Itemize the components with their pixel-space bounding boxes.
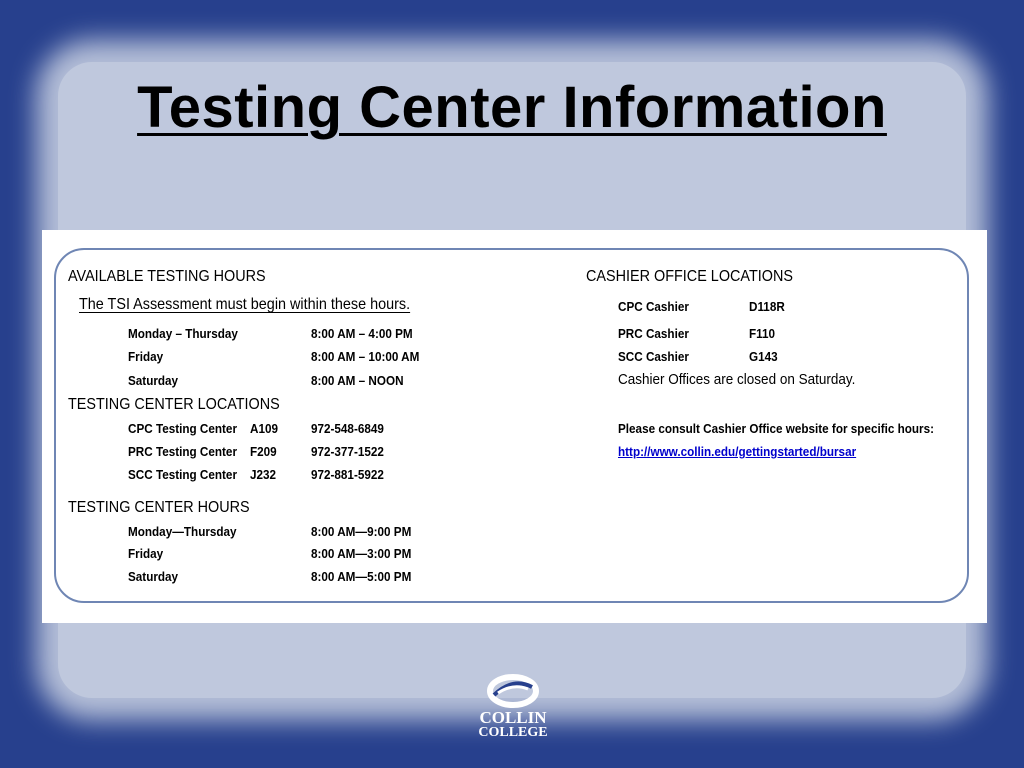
collin-college-logo [470, 673, 556, 743]
logo-line1: COLLIN [479, 708, 547, 727]
location-room: A109 [250, 421, 278, 436]
location-room: F209 [250, 444, 277, 459]
center-hours-day: Saturday [128, 569, 179, 584]
center-hours-time: 8:00 AM—9:00 PM [311, 524, 412, 539]
location-name: SCC Testing Center [128, 467, 237, 482]
tsi-note: The TSI Assessment must begin within these hours. [79, 296, 411, 313]
cashier-room: G143 [749, 349, 778, 364]
bursar-link[interactable]: http://www.collin.edu/gettingstarted/bursar [618, 444, 857, 459]
testing-hours-time: 8:00 AM – 4:00 PM [311, 326, 413, 341]
logo-line2: COLLEGE [478, 725, 548, 740]
cashier-name: PRC Cashier [618, 326, 689, 341]
slide-title: Testing Center Information [137, 75, 887, 140]
location-phone: 972-881-5922 [311, 467, 384, 482]
center-hours-time: 8:00 AM—5:00 PM [311, 569, 412, 584]
center-hours-day: Friday [128, 546, 164, 561]
testing-hours-day: Saturday [128, 373, 179, 388]
center-hours-day: Monday—Thursday [128, 524, 237, 539]
testing-hours-day: Friday [128, 349, 164, 364]
location-name: CPC Testing Center [128, 421, 237, 436]
testing-hours-time: 8:00 AM – 10:00 AM [311, 349, 420, 364]
testing-hours-time: 8:00 AM – NOON [311, 373, 404, 388]
location-phone: 972-548-6849 [311, 421, 384, 436]
cashier-name: SCC Cashier [618, 349, 689, 364]
center-hours-time: 8:00 AM—3:00 PM [311, 546, 412, 561]
cashier-heading: CASHIER OFFICE LOCATIONS [586, 268, 793, 285]
testing-hours-heading: AVAILABLE TESTING HOURS [68, 268, 266, 285]
cashier-closed-note: Cashier Offices are closed on Saturday. [618, 371, 856, 388]
location-phone: 972-377-1522 [311, 444, 384, 459]
cashier-room: F110 [749, 326, 776, 341]
swirl-logo-icon [470, 673, 556, 709]
cashier-name: CPC Cashier [618, 299, 689, 314]
cashier-room: D118R [749, 299, 785, 314]
locations-heading: TESTING CENTER LOCATIONS [68, 396, 280, 413]
center-hours-heading: TESTING CENTER HOURS [68, 499, 250, 516]
cashier-consult-note: Please consult Cashier Office website for specific hours: [618, 421, 934, 436]
testing-hours-day: Monday – Thursday [128, 326, 238, 341]
location-name: PRC Testing Center [128, 444, 237, 459]
info-panel [42, 230, 987, 623]
location-room: J232 [250, 467, 277, 482]
